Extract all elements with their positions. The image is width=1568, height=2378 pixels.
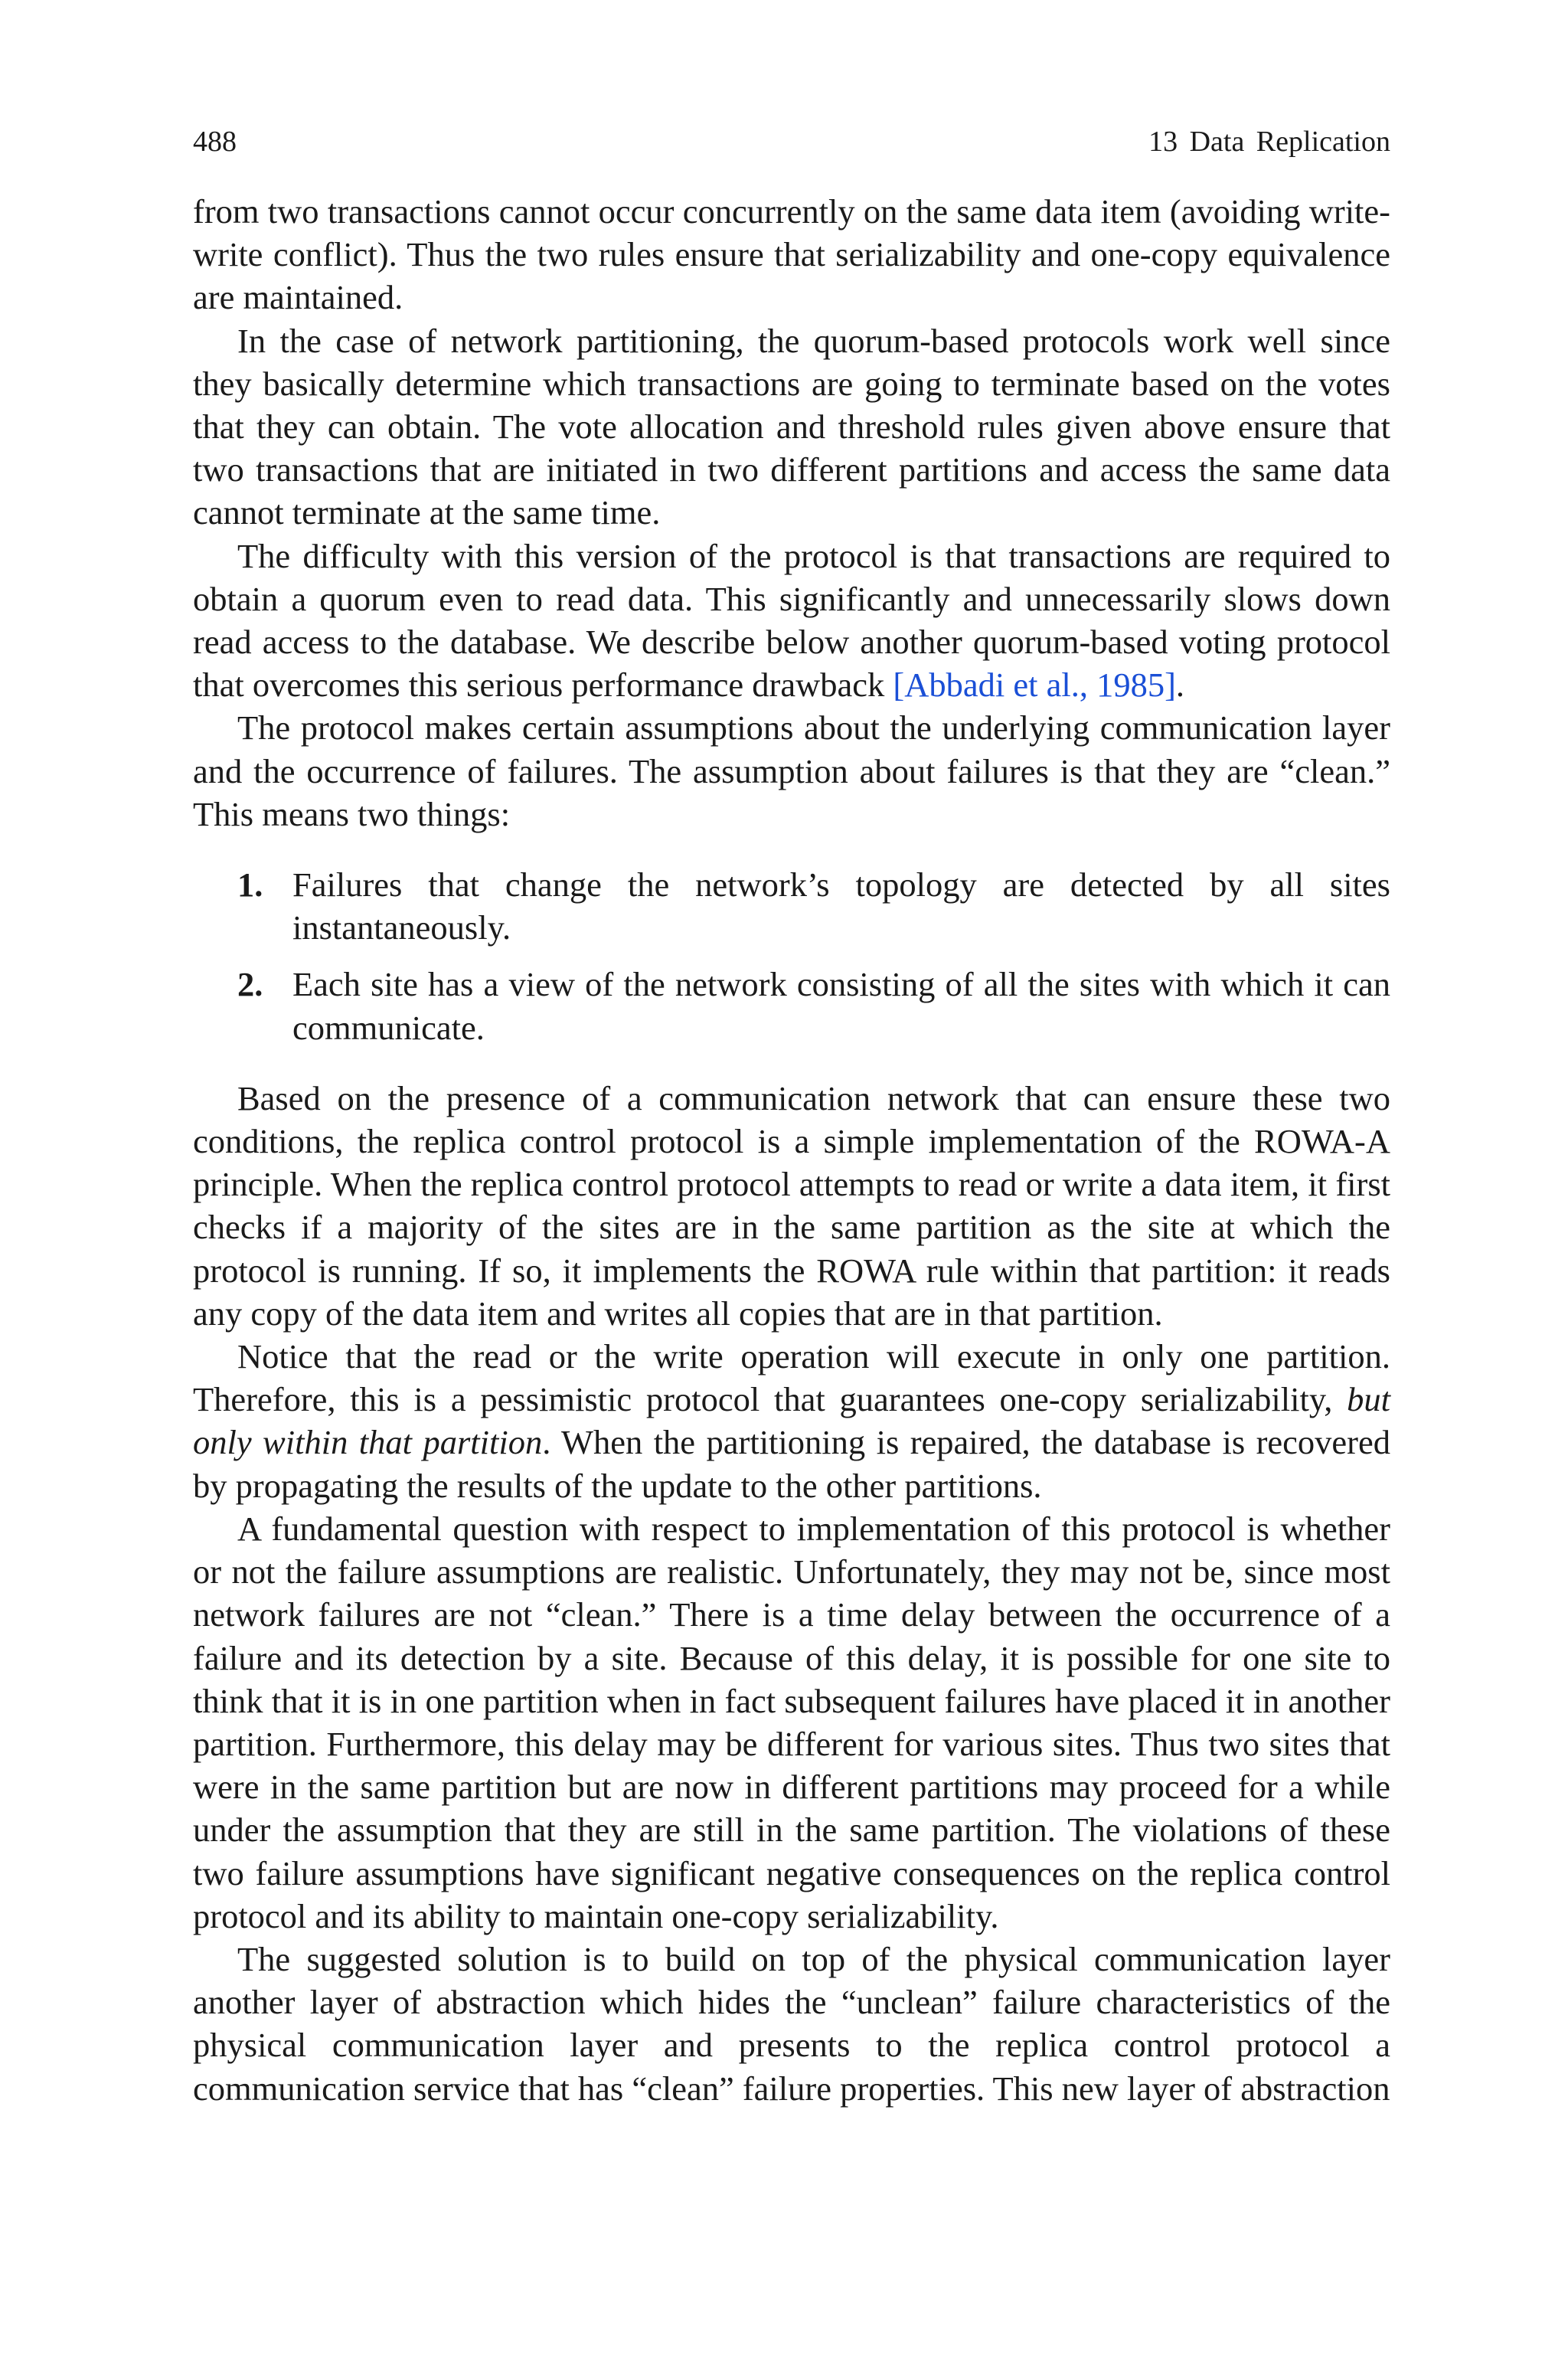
running-head <box>193 123 1390 161</box>
page-number: 488 <box>193 126 237 158</box>
paragraph-6-italic: but only within that partition <box>193 1380 1390 1462</box>
list-item <box>193 963 1390 1048</box>
list-item-text: Each site has a view of the network consisting of all the sites with which it can communicate. <box>292 965 1390 1047</box>
paragraph-6-text: Notice that the read or the write operation will execute in only one partition. Therefore, this is a pessimistic protocol that guarantees one-copy serializability, <box>193 1337 1390 1419</box>
paragraph-6 <box>193 1335 1390 1507</box>
citation-link[interactable]: [Abbadi et al., 1985] <box>893 666 1176 705</box>
paragraph-6-end: . When the partitioning is repaired, the database is recovered by propagating the results of the update to the other partitions. <box>193 1423 1391 1505</box>
paragraph-1: from two transactions cannot occur concurrently on the same data item (avoiding write-write conflict). Thus the two rules ensure that serializability and one-copy equivalence are maintained. <box>193 192 1390 317</box>
paragraph-3-end: . <box>1175 666 1185 705</box>
paragraph-3 <box>193 535 1390 707</box>
paragraph-5: Based on the presence of a communication network that can ensure these two conditions, the replica control protocol is a simple implementation of the ROWA-A principle. When the replica control protocol attempts to read or write a data item, it first checks if a majority of the sites are in the same partition as the site at which the protocol is running. If so, it implements the ROWA rule within that partition: it reads any copy of the data item and writes all copies that are in that partition. <box>193 1078 1390 1333</box>
book-page <box>193 123 1390 2110</box>
list-item <box>193 863 1390 949</box>
list-item-text: Failures that change the network’s topology are detected by all sites instantaneously. <box>292 865 1390 947</box>
list-item-number: 1. <box>237 865 263 904</box>
paragraph-7: A fundamental question with respect to implementation of this protocol is whether or not the failure assumptions are realistic. Unfortunately, they may not be, since most network failures are not “clean.” There is a time delay between the occurrence of a failure and its detection by a site. Because of this delay, it is possible for one site to think that it is in one partition when in fact subsequent failures have placed it in another partition. Furthermore, this delay may be different for various sites. Thus two sites that were in the same partition but are now in different partitions may proceed for a while under the assumption that they are still in the same partition. The violations of these two failure assumptions have significant negative consequences on the replica control protocol and its ability to maintain one-copy serializability. <box>193 1509 1390 1935</box>
paragraph-3-text: The difficulty with this version of the protocol is that transactions are required to obtain a quorum even to read data. This significantly and unnecessarily slows down read access to the database. We describe below another quorum-based voting protocol that overcomes this serious performance drawback <box>193 536 1390 705</box>
paragraph-8: The suggested solution is to build on top of the physical communication layer another layer of abstraction which hides the “unclean” failure characteristics of the physical communication layer and presents to the replica control protocol a communication service that has “clean” failure properties. This new layer of abstraction <box>193 1939 1390 2108</box>
chapter-title: 13 Data Replication <box>1148 126 1390 158</box>
list-item-number: 2. <box>237 965 263 1004</box>
paragraph-4: The protocol makes certain assumptions about the underlying communication layer and the occurrence of failures. The assumption about failures is that they are “clean.” This means two things: <box>193 708 1390 833</box>
paragraph-2: In the case of network partitioning, the quorum-based protocols work well since they basically determine which transactions are going to terminate based on the votes that they can obtain. The vote allocation and threshold rules given above ensure that two transactions that are initiated in two different partitions and access the same data cannot terminate at the same time. <box>193 321 1390 532</box>
numbered-list <box>193 863 1390 1049</box>
